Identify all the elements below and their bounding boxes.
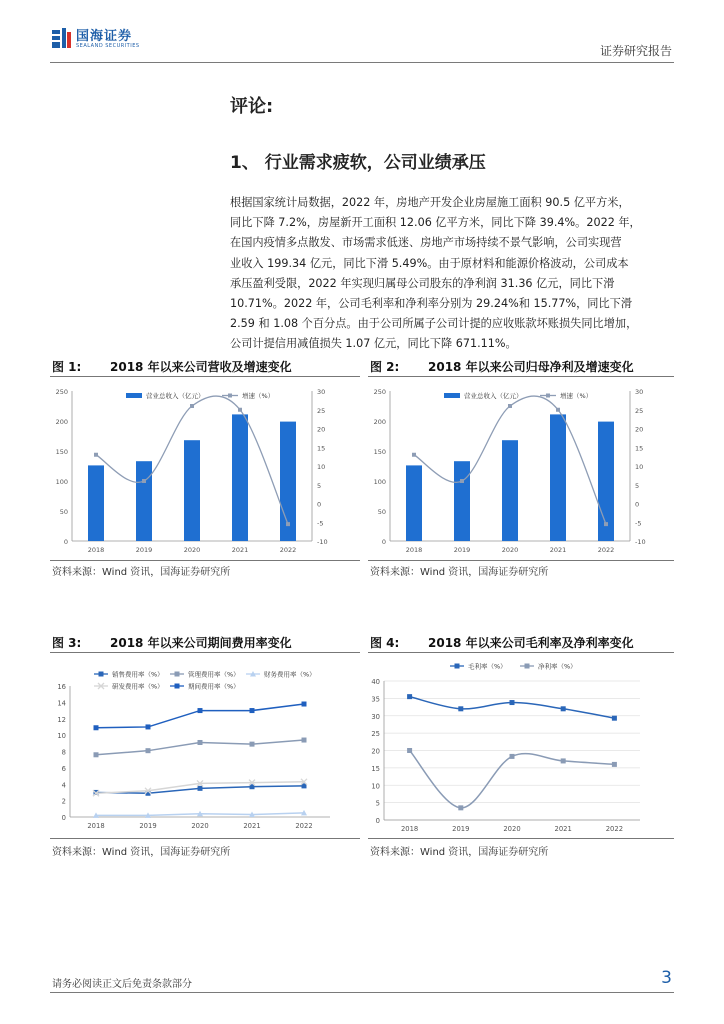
growth-point	[556, 408, 560, 412]
figure-3-number: 图 3:	[52, 636, 82, 650]
paragraph-line: 公司计提信用减值损失 1.07 亿元，同比下降 671.11%。	[230, 337, 517, 351]
paragraph-line: 在国内疫情多点散发、市场需求低迷、房地产市场持续不景气影响，公司实现营	[230, 236, 622, 250]
y2-tick-label: 10	[317, 463, 326, 471]
legend-line-label: 增速（%）	[560, 392, 593, 400]
y-tick-label: 50	[59, 508, 68, 516]
series-point	[510, 700, 515, 705]
x-tick-label: 2020	[503, 825, 521, 833]
x-tick-label: 2019	[139, 822, 157, 830]
growth-point	[508, 404, 512, 408]
comment-heading: 评论:	[230, 96, 274, 117]
x-tick-label: 2020	[183, 546, 201, 554]
series-point	[407, 694, 412, 699]
x-tick-label: 2020	[501, 546, 519, 554]
y2-tick-label: 15	[317, 444, 326, 453]
y-tick-label: 250	[373, 388, 386, 396]
y-tick-label: 0	[381, 538, 386, 546]
y-tick-label: 150	[373, 448, 386, 456]
bar	[232, 414, 248, 541]
bar	[406, 465, 422, 541]
y-tick-label: 100	[55, 478, 68, 486]
body-paragraph	[230, 193, 675, 355]
series-point	[250, 708, 255, 713]
series-point	[198, 786, 203, 791]
series-point	[458, 706, 463, 711]
paragraph-line: 承压盈利受限，2022 年实现归属母公司股东的净利润 31.36 亿元，同比下滑	[230, 276, 615, 290]
x-tick-label: 2021	[231, 546, 249, 554]
y-tick-label: 50	[377, 508, 386, 516]
x-tick-label: 2021	[549, 546, 567, 554]
y-tick-label: 10	[57, 732, 66, 741]
figure-2-chart	[368, 380, 674, 558]
bar	[550, 414, 566, 541]
figure-1-caption: 2018 年以来公司营收及增速变化	[110, 360, 292, 374]
y-tick-label: 12	[57, 715, 66, 724]
y-tick-label: 5	[375, 799, 380, 808]
logo-en: SEALAND SECURITIES	[76, 42, 140, 49]
footer-divider	[50, 992, 674, 993]
series-point	[561, 706, 566, 711]
x-tick-label: 2021	[243, 822, 261, 830]
y-tick-label: 6	[61, 764, 66, 773]
footer-disclaimer: 请务必阅读正文后免责条款部分	[52, 979, 192, 990]
x-tick-label: 2019	[453, 546, 471, 554]
y-tick-label: 20	[371, 747, 380, 756]
y-tick-label: 35	[371, 695, 380, 704]
y-tick-label: 100	[373, 478, 386, 486]
bar	[454, 461, 470, 541]
bar	[88, 465, 104, 541]
series-point	[458, 805, 463, 810]
series-point	[146, 748, 151, 753]
y-tick-label: 8	[61, 748, 66, 757]
bar	[184, 440, 200, 541]
x-tick-label: 2022	[279, 546, 297, 554]
y2-tick-label: 5	[317, 481, 322, 490]
legend-marker	[175, 672, 180, 677]
growth-point	[460, 479, 464, 483]
y-tick-label: 40	[371, 678, 380, 686]
y-tick-label: 0	[61, 814, 66, 822]
series-line	[96, 704, 304, 728]
y-tick-label: 16	[57, 683, 66, 691]
y2-tick-label: -5	[635, 519, 642, 528]
legend-label: 期间费用率（%）	[188, 682, 240, 691]
logo-mark-icon	[52, 28, 72, 50]
x-tick-label: 2020	[191, 822, 209, 830]
legend-bar-label: 营业总收入（亿元）	[464, 392, 523, 400]
x-tick-label: 2018	[87, 546, 105, 554]
figure-1-source: 资料来源：Wind 资讯，国海证券研究所	[52, 567, 231, 578]
paragraph-line: 业收入 199.34 亿元，同比下滑 5.49%。由于原材料和能源价格波动，公司成本	[230, 256, 629, 270]
bar	[502, 440, 518, 541]
legend-label: 研发费用率（%）	[112, 682, 164, 691]
series-point	[612, 762, 617, 767]
series-point	[612, 716, 617, 721]
series-point	[407, 748, 412, 753]
legend-marker	[175, 684, 180, 689]
series-point	[198, 708, 203, 713]
y-tick-label: 0	[63, 538, 68, 546]
figure-4-number: 图 4:	[370, 636, 400, 650]
figure-3-bottom-rule	[50, 838, 360, 839]
legend-bar-label: 营业总收入（亿元）	[146, 392, 205, 400]
figure-2-caption: 2018 年以来公司归母净利及增速变化	[428, 360, 634, 374]
section-heading: 1、 行业需求疲软，公司业绩承压	[230, 153, 486, 173]
page-header	[0, 0, 724, 70]
y2-tick-label: 30	[635, 388, 644, 396]
y-tick-label: 4	[61, 781, 66, 790]
figure-3-rule	[50, 652, 360, 653]
figure-2-rule	[368, 376, 674, 377]
y-tick-label: 0	[375, 817, 380, 825]
figure-3-title	[52, 634, 292, 651]
growth-point	[142, 479, 146, 483]
legend-bar-swatch	[126, 393, 142, 398]
y-tick-label: 200	[373, 418, 386, 426]
series-line	[410, 751, 615, 808]
legend-line-marker	[546, 394, 550, 398]
series-point	[94, 725, 99, 730]
paragraph-line: 同比下降 7.2%，房屋新开工面积 12.06 亿平方米，同比下降 39.4%。2022 年，	[230, 216, 641, 230]
company-logo	[52, 28, 140, 50]
y-tick-label: 30	[371, 712, 380, 721]
report-type: 证券研究报告	[599, 44, 672, 58]
growth-point	[412, 453, 416, 457]
figure-4-bottom-rule	[368, 838, 674, 839]
figure-4-title	[370, 634, 634, 651]
x-tick-label: 2019	[135, 546, 153, 554]
legend-line-label: 增速（%）	[242, 392, 275, 400]
y-tick-label: 2	[61, 797, 66, 806]
y2-tick-label: -5	[317, 519, 324, 528]
series-point	[94, 752, 99, 757]
series-point	[510, 754, 515, 759]
x-tick-label: 2018	[405, 546, 423, 554]
figure-1-title	[52, 358, 292, 375]
y-tick-label: 14	[57, 699, 66, 708]
figure-3-caption: 2018 年以来公司期间费用率变化	[110, 636, 292, 650]
y2-tick-label: 0	[317, 500, 322, 509]
growth-point	[238, 408, 242, 412]
growth-point	[286, 522, 290, 526]
y2-tick-label: 25	[635, 406, 644, 415]
x-tick-label: 2022	[605, 825, 624, 833]
y2-tick-label: 20	[635, 425, 644, 434]
legend-label: 财务费用率（%）	[264, 670, 316, 679]
y-tick-label: 200	[55, 418, 68, 426]
y2-tick-label: 10	[635, 463, 644, 471]
y2-tick-label: 30	[317, 388, 326, 396]
legend-label: 净利率（%）	[538, 662, 577, 671]
paragraph-line: 10.71%。2022 年，公司毛利率和净利率分别为 29.24%和 15.77%，同比下滑	[230, 297, 633, 311]
x-tick-label: 2022	[295, 822, 313, 830]
legend-marker	[525, 664, 530, 669]
header-divider	[50, 62, 674, 63]
legend-marker	[99, 672, 104, 677]
series-point	[250, 742, 255, 747]
x-tick-label: 2019	[452, 825, 470, 833]
y2-tick-label: -10	[317, 538, 328, 546]
y-tick-label: 25	[371, 730, 380, 739]
paragraph-line: 2.59 和 1.08 个百分点。由于公司所属子公司计提的应收账款坏账损失同比增加，	[230, 317, 638, 331]
growth-point	[604, 522, 608, 526]
series-point	[561, 758, 566, 763]
figure-4-source: 资料来源：Wind 资讯，国海证券研究所	[370, 847, 549, 858]
legend-line-marker	[228, 394, 232, 398]
legend-bar-swatch	[444, 393, 460, 398]
y-tick-label: 250	[55, 388, 68, 396]
figure-4-rule	[368, 652, 674, 653]
series-point	[146, 724, 151, 729]
bar	[136, 461, 152, 541]
y-tick-label: 15	[371, 764, 380, 773]
y2-tick-label: -10	[635, 538, 646, 546]
y-tick-label: 150	[55, 448, 68, 456]
legend-label: 销售费用率（%）	[112, 670, 164, 679]
series-point	[198, 740, 203, 745]
page-number: 3	[661, 968, 672, 988]
figure-4-chart	[368, 656, 674, 836]
figure-4-caption: 2018 年以来公司毛利率及净利率变化	[428, 636, 634, 650]
figure-2-number: 图 2:	[370, 360, 400, 374]
x-tick-label: 2022	[597, 546, 615, 554]
figure-1-bottom-rule	[50, 560, 360, 561]
logo-cn: 国海证券	[76, 28, 133, 44]
legend-label: 管理费用率（%）	[188, 670, 240, 679]
series-point	[302, 702, 307, 707]
figure-1-number: 图 1:	[52, 360, 82, 374]
growth-point	[190, 404, 194, 408]
series-line	[410, 697, 615, 719]
y2-tick-label: 0	[635, 500, 640, 509]
figure-2-source: 资料来源：Wind 资讯，国海证券研究所	[370, 567, 549, 578]
growth-point	[94, 453, 98, 457]
figure-3-chart	[50, 656, 360, 836]
legend-label: 毛利率（%）	[468, 662, 507, 671]
figure-1-rule	[50, 376, 360, 377]
x-tick-label: 2021	[554, 825, 572, 833]
y2-tick-label: 5	[635, 481, 640, 490]
series-point	[302, 738, 307, 743]
paragraph-line: 根据国家统计局数据，2022 年，房地产开发企业房屋施工面积 90.5 亿平方米，	[230, 196, 630, 209]
y-tick-label: 10	[371, 782, 380, 791]
x-tick-label: 2018	[400, 825, 419, 833]
legend-marker	[455, 664, 460, 669]
figure-2-bottom-rule	[368, 560, 674, 561]
y2-tick-label: 20	[317, 425, 326, 434]
figure-3-source: 资料来源：Wind 资讯，国海证券研究所	[52, 847, 231, 858]
x-tick-label: 2018	[87, 822, 105, 830]
y2-tick-label: 15	[635, 444, 644, 453]
figure-1-chart	[50, 380, 360, 558]
figure-2-title	[370, 358, 634, 375]
y2-tick-label: 25	[317, 406, 326, 415]
